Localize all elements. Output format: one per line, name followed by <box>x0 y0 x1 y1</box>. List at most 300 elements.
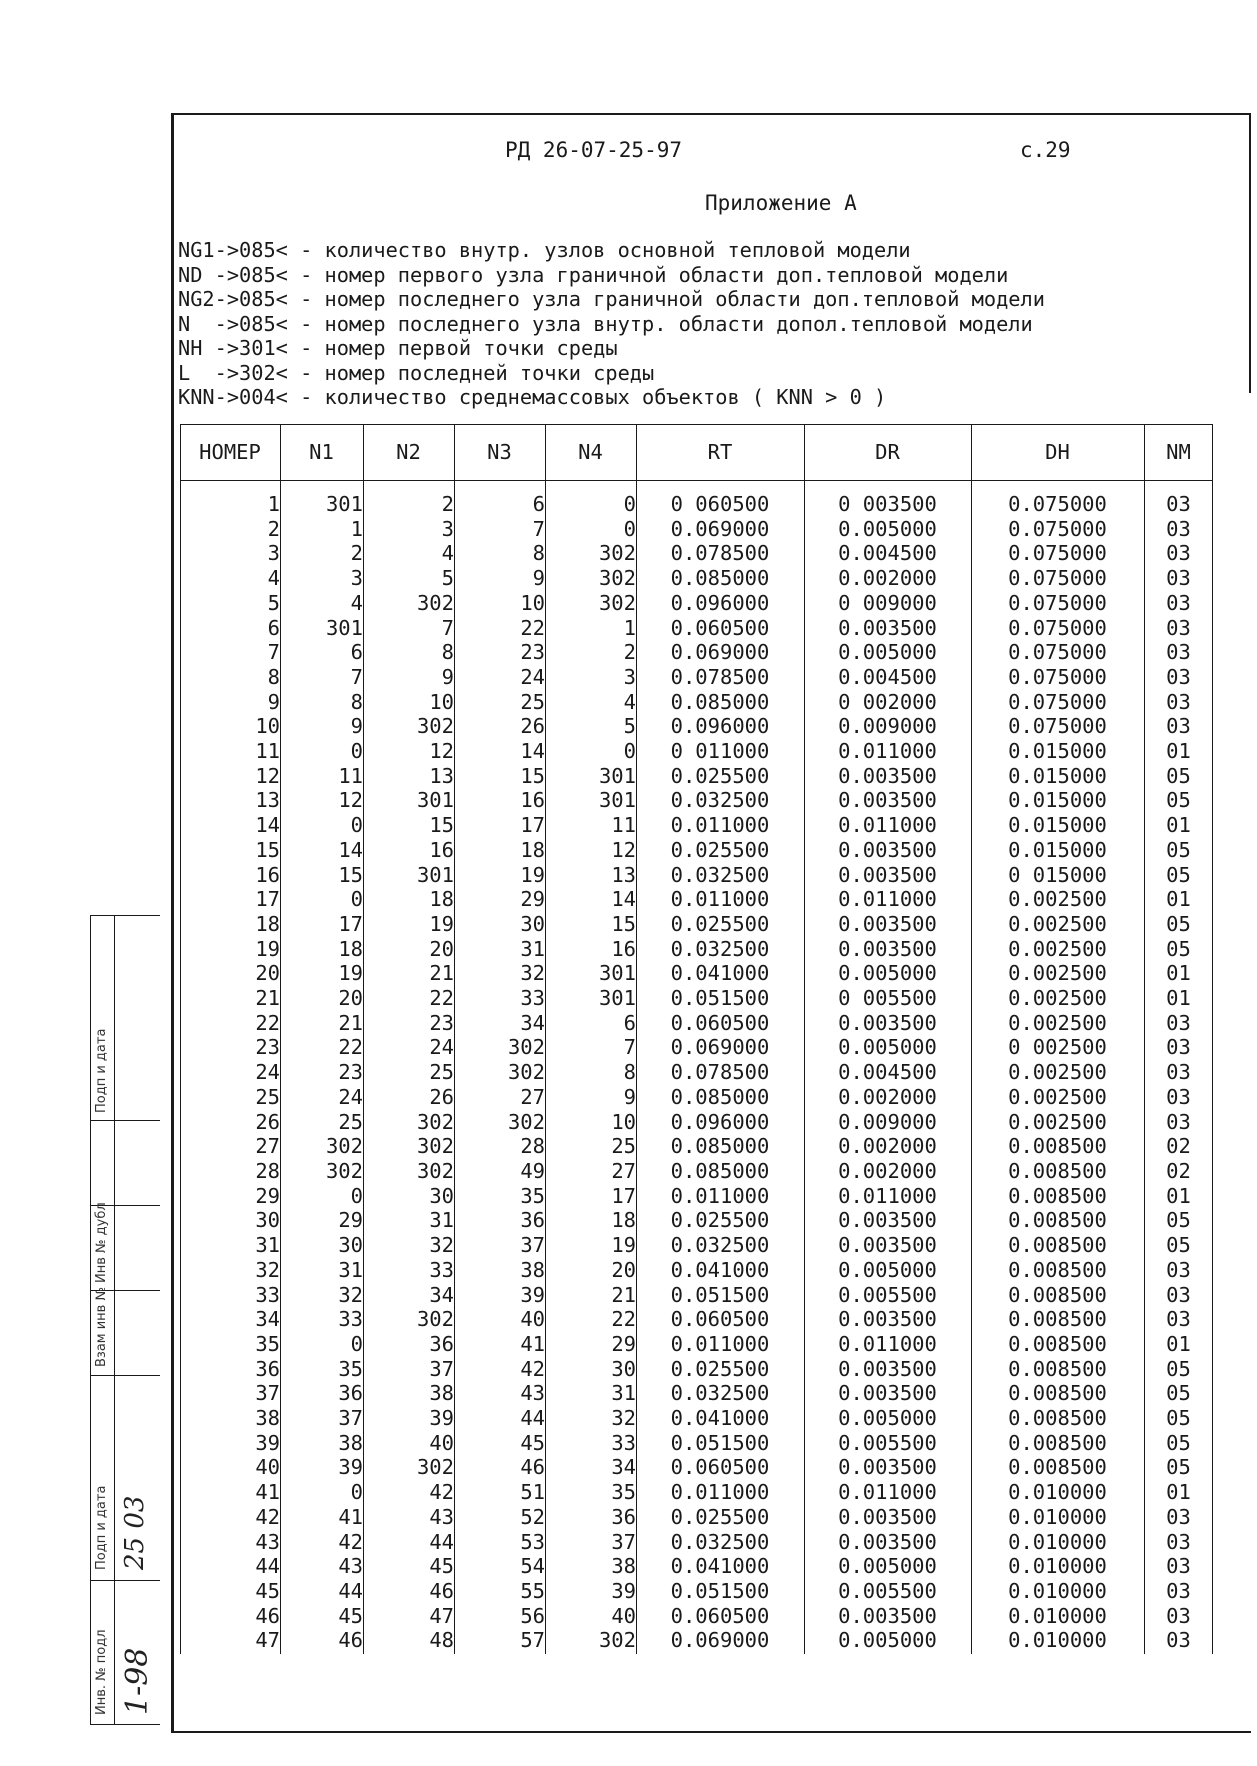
cell-nomer: 31 <box>255 1233 280 1258</box>
cell-n3: 17 <box>520 813 545 838</box>
cell-n4: 33 <box>611 1430 636 1455</box>
cell-dr: 0.005000 <box>838 961 937 986</box>
appendix-title: Приложение А <box>705 191 857 215</box>
cell-dh: 0.008500 <box>1008 1356 1107 1381</box>
cell-dh: 0.008500 <box>1008 1381 1107 1406</box>
cell-n2: 32 <box>429 1233 454 1258</box>
table-row <box>180 665 1213 690</box>
cell-nomer: 34 <box>255 1307 280 1332</box>
cell-rt: 0.032500 <box>670 1381 770 1406</box>
cell-nm: 03 <box>1166 516 1191 541</box>
cell-n1: 42 <box>338 1529 363 1554</box>
table-row <box>180 1233 1213 1258</box>
cell-rt: 0.060500 <box>670 1307 770 1332</box>
cell-dh: 0.008500 <box>1008 1158 1107 1183</box>
cell-dr: 0.003500 <box>838 1208 937 1233</box>
cell-nomer: 15 <box>255 837 280 862</box>
table-row <box>180 1011 1213 1036</box>
cell-n1: 38 <box>338 1430 363 1455</box>
table-row <box>180 1085 1213 1110</box>
cell-dr: 0.004500 <box>838 1060 937 1085</box>
cell-n2: 47 <box>429 1603 454 1628</box>
cell-dh: 0.010000 <box>1008 1554 1107 1579</box>
table-row <box>180 813 1213 838</box>
cell-n4: 19 <box>611 1233 636 1258</box>
cell-rt: 0.078500 <box>670 541 770 566</box>
cell-nomer: 23 <box>255 1035 280 1060</box>
cell-n2: 40 <box>429 1430 454 1455</box>
cell-dh: 0.008500 <box>1008 1307 1107 1332</box>
cell-dh: 0.008500 <box>1008 1208 1107 1233</box>
cell-n1: 0 <box>350 1480 363 1505</box>
frame-bottom-border <box>171 1731 1251 1733</box>
cell-rt: 0.051500 <box>670 1578 770 1603</box>
table-header-row <box>180 424 1213 480</box>
cell-n2: 45 <box>429 1554 454 1579</box>
cell-n4: 302 <box>598 590 636 615</box>
cell-nomer: 17 <box>255 887 280 912</box>
cell-dr: 0.009000 <box>838 1109 937 1134</box>
cell-n2: 34 <box>429 1282 454 1307</box>
cell-rt: 0.025500 <box>670 911 770 936</box>
cell-n4: 301 <box>598 986 636 1011</box>
cell-nomer: 26 <box>255 1109 280 1134</box>
cell-n4: 0 <box>623 516 636 541</box>
cell-nm: 03 <box>1166 1084 1191 1109</box>
frame-right-border <box>1249 113 1251 393</box>
cell-nomer: 32 <box>255 1257 280 1282</box>
cell-rt: 0.025500 <box>670 837 770 862</box>
cell-n3: 18 <box>520 837 545 862</box>
cell-nomer: 21 <box>255 986 280 1011</box>
cell-n2: 23 <box>429 1010 454 1035</box>
cell-n1: 45 <box>338 1603 363 1628</box>
cell-n4: 7 <box>623 1035 636 1060</box>
cell-nm: 03 <box>1166 664 1191 689</box>
table-row <box>180 863 1213 888</box>
cell-rt: 0.078500 <box>670 1060 770 1085</box>
cell-dh: 0.002500 <box>1008 961 1107 986</box>
table-row <box>180 1283 1213 1308</box>
cell-n2: 4 <box>441 541 454 566</box>
cell-rt: 0.069000 <box>670 1628 770 1653</box>
cell-rt: 0.032500 <box>670 1529 770 1554</box>
margin-border <box>90 915 160 916</box>
col-header-n2: N2 <box>396 440 421 464</box>
cell-dr: 0.005500 <box>838 1578 937 1603</box>
table-row <box>180 838 1213 863</box>
cell-dh: 0.015000 <box>1008 813 1107 838</box>
cell-dh: 0.008500 <box>1008 1430 1107 1455</box>
cell-nomer: 14 <box>255 813 280 838</box>
cell-n3: 52 <box>520 1504 545 1529</box>
cell-n1: 1 <box>350 516 363 541</box>
table-row <box>180 788 1213 813</box>
cell-rt: 0.041000 <box>670 961 770 986</box>
cell-rt: 0.011000 <box>670 813 770 838</box>
cell-n2: 42 <box>429 1480 454 1505</box>
cell-nm: 03 <box>1166 615 1191 640</box>
cell-n4: 2 <box>623 640 636 665</box>
cell-dr: 0 003500 <box>838 492 937 516</box>
table-row <box>180 1554 1213 1579</box>
cell-nm: 03 <box>1166 1307 1191 1332</box>
cell-nm: 03 <box>1166 1060 1191 1085</box>
cell-dh: 0.015000 <box>1008 837 1107 862</box>
table-row <box>180 1110 1213 1135</box>
cell-n1: 301 <box>325 492 363 516</box>
cell-n1: 41 <box>338 1504 363 1529</box>
cell-dh: 0.075000 <box>1008 714 1107 739</box>
cell-dh: 0.002500 <box>1008 936 1107 961</box>
table-row <box>180 739 1213 764</box>
margin-divider <box>90 1375 160 1376</box>
cell-nm: 03 <box>1166 1035 1191 1060</box>
cell-nm: 03 <box>1166 590 1191 615</box>
cell-n2: 30 <box>429 1183 454 1208</box>
cell-nm: 03 <box>1166 1554 1191 1579</box>
cell-nm: 05 <box>1166 911 1191 936</box>
cell-n2: 33 <box>429 1257 454 1282</box>
cell-nomer: 28 <box>255 1158 280 1183</box>
cell-rt: 0.032500 <box>670 788 770 813</box>
cell-dr: 0.003500 <box>838 936 937 961</box>
data-table <box>180 424 1213 1653</box>
cell-n3: 302 <box>507 1109 545 1134</box>
cell-n1: 2 <box>350 541 363 566</box>
cell-n2: 22 <box>429 986 454 1011</box>
cell-n3: 14 <box>520 739 545 764</box>
cell-nm: 05 <box>1166 763 1191 788</box>
cell-rt: 0.078500 <box>670 664 770 689</box>
cell-dr: 0.003500 <box>838 1603 937 1628</box>
cell-nomer: 39 <box>255 1430 280 1455</box>
cell-n3: 35 <box>520 1183 545 1208</box>
cell-n2: 36 <box>429 1331 454 1356</box>
cell-nomer: 44 <box>255 1554 280 1579</box>
cell-rt: 0.032500 <box>670 862 770 887</box>
cell-rt: 0.011000 <box>670 887 770 912</box>
cell-dh: 0.075000 <box>1008 640 1107 665</box>
table-row <box>180 1208 1213 1233</box>
cell-n2: 25 <box>429 1060 454 1085</box>
cell-n2: 37 <box>429 1356 454 1381</box>
cell-n1: 46 <box>338 1628 363 1653</box>
cell-dh: 0.008500 <box>1008 1183 1107 1208</box>
param-nh: NH ->301< - номер первой точки среды <box>178 336 618 360</box>
cell-rt: 0.041000 <box>670 1257 770 1282</box>
param-n: N ->085< - номер последнего узла внутр. области допол.тепловой модели <box>178 311 1033 336</box>
param-l: L ->302< - номер последней точки среды <box>178 360 655 385</box>
cell-nm: 05 <box>1166 936 1191 961</box>
param-ng1: NG1->085< - количество внутр. узлов основной тепловой модели <box>178 238 911 262</box>
table-row <box>180 492 1213 517</box>
cell-n1: 33 <box>338 1307 363 1332</box>
cell-n3: 26 <box>520 714 545 739</box>
cell-nm: 01 <box>1166 1331 1191 1356</box>
table-row <box>180 1579 1213 1604</box>
cell-nm: 05 <box>1166 1430 1191 1455</box>
cell-n4: 17 <box>611 1183 636 1208</box>
cell-rt: 0.085000 <box>670 1158 770 1183</box>
cell-dr: 0.003500 <box>838 862 937 887</box>
cell-nm: 03 <box>1166 1603 1191 1628</box>
cell-nm: 03 <box>1166 1529 1191 1554</box>
node-table <box>180 424 1213 1654</box>
cell-n4: 301 <box>598 788 636 813</box>
cell-nomer: 13 <box>255 788 280 813</box>
cell-dr: 0.005000 <box>838 1035 937 1060</box>
table-row <box>180 1159 1213 1184</box>
cell-n4: 25 <box>611 1134 636 1159</box>
col-header-dh: DH <box>1045 440 1070 464</box>
cell-n1: 8 <box>350 689 363 714</box>
cell-n1: 20 <box>338 986 363 1011</box>
cell-n4: 37 <box>611 1529 636 1554</box>
cell-n1: 0 <box>350 739 363 764</box>
cell-n3: 7 <box>532 516 545 541</box>
cell-rt: 0.032500 <box>670 936 770 961</box>
cell-dr: 0.003500 <box>838 763 937 788</box>
cell-n2: 26 <box>429 1084 454 1109</box>
cell-n4: 302 <box>598 541 636 566</box>
cell-n4: 302 <box>598 1628 636 1653</box>
cell-dr: 0.003500 <box>838 788 937 813</box>
cell-nm: 02 <box>1166 1134 1191 1159</box>
cell-n2: 20 <box>429 936 454 961</box>
cell-n3: 43 <box>520 1381 545 1406</box>
cell-n4: 32 <box>611 1406 636 1431</box>
cell-rt: 0.069000 <box>670 1035 770 1060</box>
table-row <box>180 517 1213 542</box>
cell-n1: 23 <box>338 1060 363 1085</box>
cell-n2: 10 <box>429 689 454 714</box>
cell-n2: 2 <box>441 492 454 516</box>
cell-n3: 33 <box>520 986 545 1011</box>
cell-n4: 40 <box>611 1603 636 1628</box>
cell-rt: 0.025500 <box>670 1504 770 1529</box>
cell-n3: 10 <box>520 590 545 615</box>
table-row <box>180 937 1213 962</box>
cell-dh: 0.010000 <box>1008 1480 1107 1505</box>
cell-n1: 18 <box>338 936 363 961</box>
cell-nomer: 27 <box>255 1134 280 1159</box>
cell-nomer: 2 <box>267 516 280 541</box>
table-row <box>180 1431 1213 1456</box>
cell-dh: 0.010000 <box>1008 1504 1107 1529</box>
cell-n4: 34 <box>611 1455 636 1480</box>
cell-n1: 302 <box>325 1158 363 1183</box>
cell-n4: 30 <box>611 1356 636 1381</box>
cell-dh: 0.010000 <box>1008 1628 1107 1653</box>
table-row <box>180 1258 1213 1283</box>
cell-dr: 0.002000 <box>838 1084 937 1109</box>
cell-dh: 0.010000 <box>1008 1529 1107 1554</box>
cell-dr: 0.003500 <box>838 615 937 640</box>
table-row <box>180 690 1213 715</box>
table-row <box>180 1480 1213 1505</box>
cell-n2: 302 <box>416 1455 454 1480</box>
cell-n1: 30 <box>338 1233 363 1258</box>
table-row <box>180 1505 1213 1530</box>
cell-nm: 03 <box>1166 1109 1191 1134</box>
cell-nm: 01 <box>1166 961 1191 986</box>
cell-n3: 57 <box>520 1628 545 1653</box>
cell-nomer: 43 <box>255 1529 280 1554</box>
cell-n4: 20 <box>611 1257 636 1282</box>
cell-dr: 0.011000 <box>838 887 937 912</box>
cell-rt: 0.060500 <box>670 1455 770 1480</box>
cell-nomer: 24 <box>255 1060 280 1085</box>
cell-dr: 0.002000 <box>838 1158 937 1183</box>
cell-dh: 0.002500 <box>1008 986 1107 1011</box>
table-row <box>180 1332 1213 1357</box>
cell-rt: 0.041000 <box>670 1554 770 1579</box>
cell-nomer: 10 <box>255 714 280 739</box>
cell-n4: 22 <box>611 1307 636 1332</box>
cell-dr: 0.005000 <box>838 1257 937 1282</box>
cell-dr: 0.005000 <box>838 640 937 665</box>
cell-n1: 7 <box>350 664 363 689</box>
cell-n2: 302 <box>416 1134 454 1159</box>
cell-n3: 25 <box>520 689 545 714</box>
cell-nomer: 33 <box>255 1282 280 1307</box>
cell-n1: 35 <box>338 1356 363 1381</box>
cell-dr: 0 005500 <box>838 986 937 1011</box>
cell-n1: 9 <box>350 714 363 739</box>
cell-nm: 03 <box>1166 492 1191 516</box>
cell-n1: 4 <box>350 590 363 615</box>
cell-n1: 302 <box>325 1134 363 1159</box>
cell-n3: 23 <box>520 640 545 665</box>
table-row <box>180 912 1213 937</box>
cell-n2: 302 <box>416 1307 454 1332</box>
cell-rt: 0.060500 <box>670 1010 770 1035</box>
cell-dr: 0.011000 <box>838 813 937 838</box>
cell-n3: 30 <box>520 911 545 936</box>
cell-n2: 39 <box>429 1406 454 1431</box>
cell-dr: 0.005500 <box>838 1430 937 1455</box>
cell-rt: 0.096000 <box>670 714 770 739</box>
cell-n2: 19 <box>429 911 454 936</box>
cell-n4: 16 <box>611 936 636 961</box>
cell-n3: 6 <box>532 492 545 516</box>
cell-nm: 01 <box>1166 986 1191 1011</box>
cell-n3: 29 <box>520 887 545 912</box>
table-row <box>180 1406 1213 1431</box>
cell-dr: 0.011000 <box>838 739 937 764</box>
cell-dr: 0.005000 <box>838 516 937 541</box>
cell-dr: 0.003500 <box>838 1455 937 1480</box>
cell-dr: 0.003500 <box>838 911 937 936</box>
param-knn: KNN->004< - количество среднемассовых объектов ( KNN > 0 ) <box>178 385 887 409</box>
cell-dh: 0 015000 <box>1008 862 1107 887</box>
margin-label-inv-podl: Инв. № подл <box>94 1629 109 1715</box>
table-row <box>180 1357 1213 1382</box>
cell-nomer: 36 <box>255 1356 280 1381</box>
cell-n4: 8 <box>623 1060 636 1085</box>
margin-label-podp-data: Подп и дата <box>94 1485 109 1570</box>
col-header-n4: N4 <box>578 440 603 464</box>
cell-n1: 0 <box>350 1331 363 1356</box>
cell-n3: 44 <box>520 1406 545 1431</box>
cell-n4: 11 <box>611 813 636 838</box>
col-header-nm: NM <box>1166 440 1191 464</box>
cell-nm: 01 <box>1166 813 1191 838</box>
cell-n3: 9 <box>532 566 545 591</box>
cell-dr: 0.011000 <box>838 1331 937 1356</box>
table-row <box>180 1455 1213 1480</box>
page-number: с.29 <box>1020 138 1071 162</box>
cell-nm: 03 <box>1166 640 1191 665</box>
cell-rt: 0.011000 <box>670 1183 770 1208</box>
cell-n2: 48 <box>429 1628 454 1653</box>
table-spacer-row <box>180 480 1213 492</box>
cell-n4: 10 <box>611 1109 636 1134</box>
cell-nm: 03 <box>1166 1578 1191 1603</box>
cell-n3: 302 <box>507 1060 545 1085</box>
col-header-n1: N1 <box>309 440 334 464</box>
table-row <box>180 1060 1213 1085</box>
table-row <box>180 1307 1213 1332</box>
cell-n4: 0 <box>623 739 636 764</box>
cell-n3: 54 <box>520 1554 545 1579</box>
cell-dr: 0.003500 <box>838 1307 937 1332</box>
cell-n3: 38 <box>520 1257 545 1282</box>
frame-top-border <box>171 113 1251 115</box>
cell-n3: 46 <box>520 1455 545 1480</box>
cell-rt: 0.032500 <box>670 1233 770 1258</box>
margin-border <box>90 1724 160 1725</box>
table-row <box>180 961 1213 986</box>
cell-n3: 24 <box>520 664 545 689</box>
cell-nm: 05 <box>1166 1381 1191 1406</box>
cell-nm: 03 <box>1166 1628 1191 1653</box>
cell-dr: 0.005000 <box>838 1628 937 1653</box>
cell-n3: 15 <box>520 763 545 788</box>
cell-nomer: 37 <box>255 1381 280 1406</box>
cell-n1: 32 <box>338 1282 363 1307</box>
cell-n3: 19 <box>520 862 545 887</box>
cell-n2: 44 <box>429 1529 454 1554</box>
table-row <box>180 640 1213 665</box>
cell-dh: 0.002500 <box>1008 911 1107 936</box>
cell-n4: 301 <box>598 763 636 788</box>
cell-dh: 0.075000 <box>1008 615 1107 640</box>
cell-dr: 0.009000 <box>838 714 937 739</box>
cell-nomer: 29 <box>255 1183 280 1208</box>
cell-n1: 21 <box>338 1010 363 1035</box>
cell-nm: 01 <box>1166 739 1191 764</box>
cell-n4: 21 <box>611 1282 636 1307</box>
cell-n4: 302 <box>598 566 636 591</box>
table-row <box>180 887 1213 912</box>
margin-label-vzam-inv: Взам инв № <box>94 1287 109 1367</box>
cell-nomer: 41 <box>255 1480 280 1505</box>
cell-rt: 0.011000 <box>670 1331 770 1356</box>
cell-n2: 3 <box>441 516 454 541</box>
cell-nomer: 47 <box>255 1628 280 1653</box>
cell-n1: 0 <box>350 1183 363 1208</box>
cell-dr: 0.003500 <box>838 1381 937 1406</box>
cell-nomer: 22 <box>255 1010 280 1035</box>
cell-nm: 03 <box>1166 689 1191 714</box>
cell-dh: 0.075000 <box>1008 590 1107 615</box>
cell-n3: 42 <box>520 1356 545 1381</box>
cell-nomer: 25 <box>255 1084 280 1109</box>
param-ng2: NG2->085< - номер последнего узла граничной области доп.тепловой модели <box>178 287 1045 311</box>
table-row <box>180 1628 1213 1653</box>
